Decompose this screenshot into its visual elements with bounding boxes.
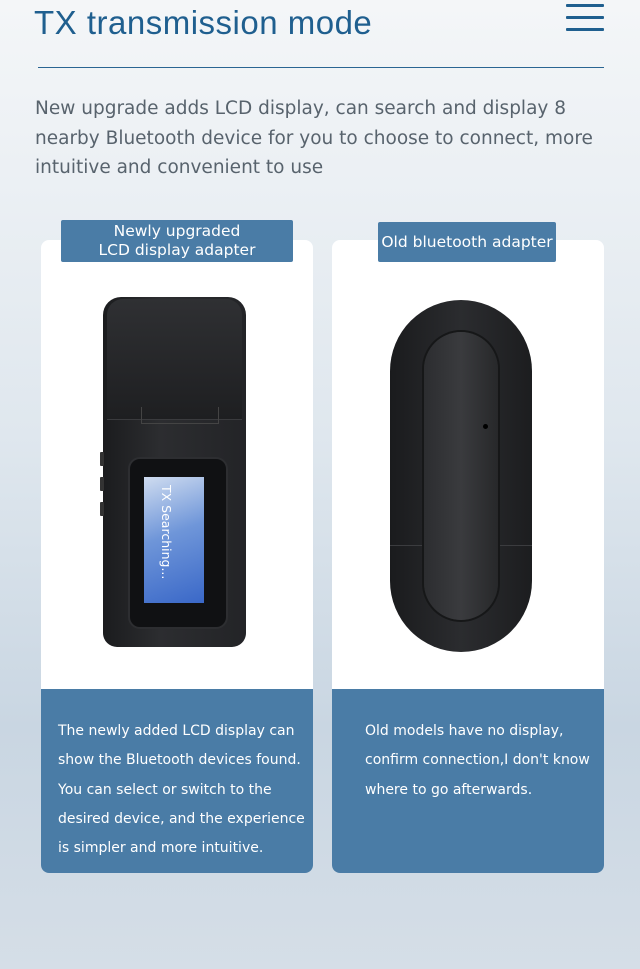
title-divider [38,67,604,68]
new-adapter-tag-line1: Newly upgraded [113,222,241,240]
old-adapter-device-image [390,300,532,652]
new-adapter-description: The newly added LCD display can show the Bluetooth devices found. You can select or switch to the desired device, and the experience is simpler and more intuitive. [58,723,305,857]
old-adapter-description: Old models have no display, confirm connection,I don't know where to go afterwards. [365,723,590,798]
new-adapter-description-panel [41,689,313,873]
lcd-screen [144,477,204,603]
lcd-adapter-device-image [103,297,246,647]
lcd-screen-bezel [128,457,228,629]
new-adapter-tag-line2: LCD display adapter [98,241,256,259]
intro-text: New upgrade adds LCD display, can search and display 8 nearby Bluetooth device for you to choose to connect, more intuitive and convenient to use [35,98,593,178]
old-adapter-description-panel [332,689,604,873]
old-adapter-tag: Old bluetooth adapter [378,222,556,262]
new-adapter-tag [61,220,293,262]
hamburger-menu-icon[interactable] [566,4,604,32]
lcd-screen-text: TX Searching... [159,485,174,580]
page-title: TX transmission mode [34,4,373,41]
